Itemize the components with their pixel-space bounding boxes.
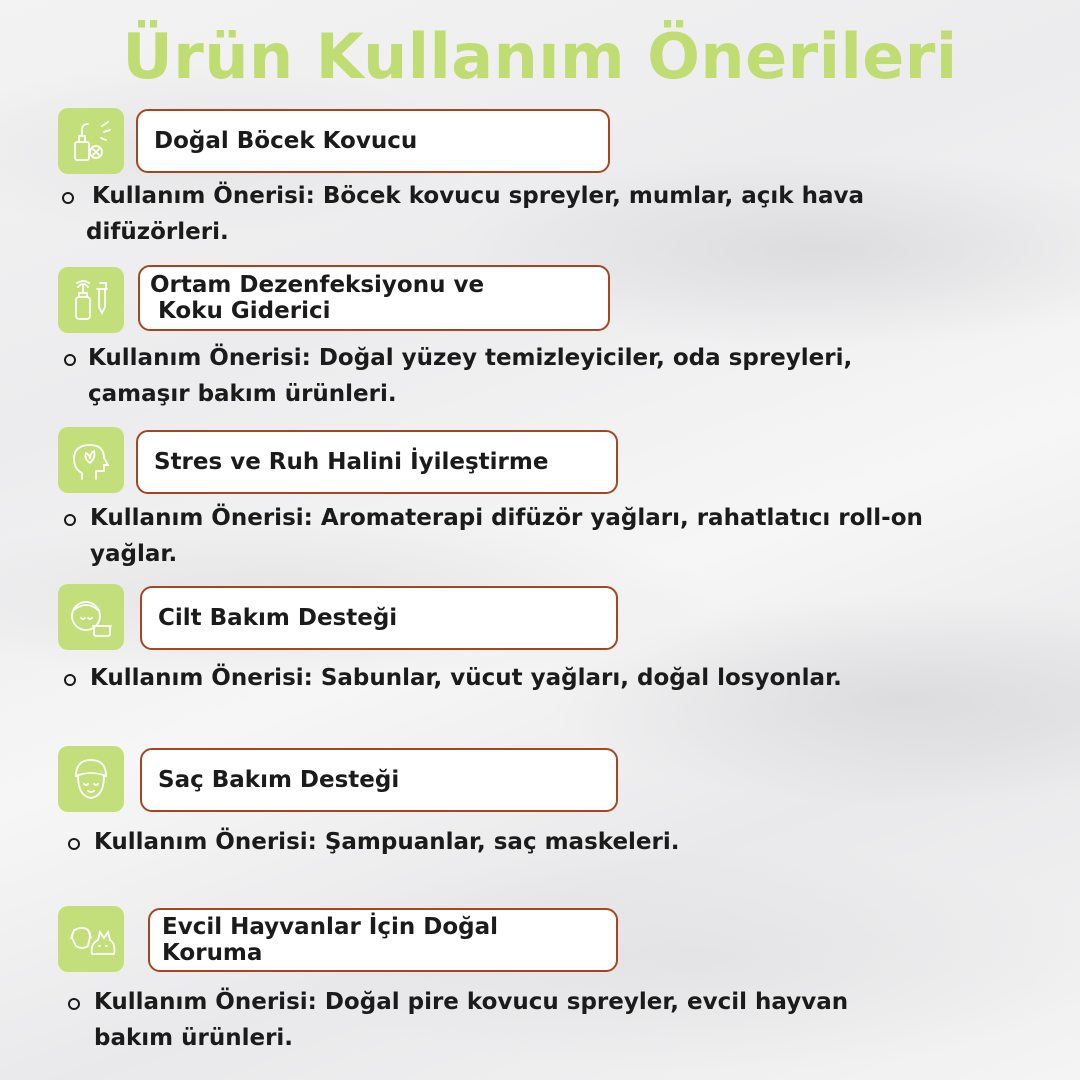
face-cream-icon [58, 584, 124, 650]
heading-text-line1: Evcil Hayvanlar İçin Doğal [162, 913, 499, 940]
usage-text: Kullanım Önerisi: Doğal pire kovucu spreyler, evcil hayvan [94, 989, 849, 1015]
head-lotus-icon [58, 427, 124, 493]
heading-text-line1: Ortam Dezenfeksiyonu ve [150, 271, 485, 298]
heading-text: Saç Bakım Desteği [158, 766, 400, 793]
usage-text: yağlar. [90, 541, 178, 567]
heading-box [140, 586, 618, 650]
heading-text-line2: Koku Giderici [158, 298, 331, 324]
usage-text: Kullanım Önerisi: Sabunlar, vücut yağları, doğal losyonlar. [90, 665, 842, 691]
bullet-icon [64, 674, 76, 686]
heading-box [136, 109, 610, 173]
heading-box [148, 908, 618, 972]
bullet-icon [68, 838, 80, 850]
hair-towel-icon [58, 746, 124, 812]
heading-text-line2: Koruma [162, 940, 263, 966]
herbal-dropper-icon [58, 267, 124, 333]
heading-text: Doğal Böcek Kovucu [154, 127, 418, 154]
heading-text: Cilt Bakım Desteği [158, 604, 398, 631]
usage-text: Kullanım Önerisi: Doğal yüzey temizleyiciler, oda spreyleri, [88, 345, 853, 371]
diffuser-bug-icon [58, 108, 124, 174]
bullet-icon [64, 514, 76, 526]
heading-text: Stres ve Ruh Halini İyileştirme [154, 448, 549, 475]
usage-text: bakım ürünleri. [94, 1025, 294, 1051]
dog-cat-icon [58, 906, 124, 972]
bullet-icon [62, 192, 74, 204]
usage-text: çamaşır bakım ürünleri. [88, 381, 397, 407]
bullet-icon [68, 998, 80, 1010]
bullet-icon [64, 354, 76, 366]
heading-box [140, 748, 618, 812]
heading-box [136, 430, 618, 494]
page-title: Ürün Kullanım Önerileri [122, 20, 958, 93]
usage-text: Kullanım Önerisi: Böcek kovucu spreyler, mumlar, açık hava [92, 183, 865, 209]
usage-text: Kullanım Önerisi: Aromaterapi difüzör yağları, rahatlatıcı roll-on [90, 505, 923, 531]
usage-text: difüzörleri. [86, 219, 229, 245]
usage-text: Kullanım Önerisi: Şampuanlar, saç maskeleri. [94, 829, 680, 855]
heading-box [138, 265, 610, 331]
